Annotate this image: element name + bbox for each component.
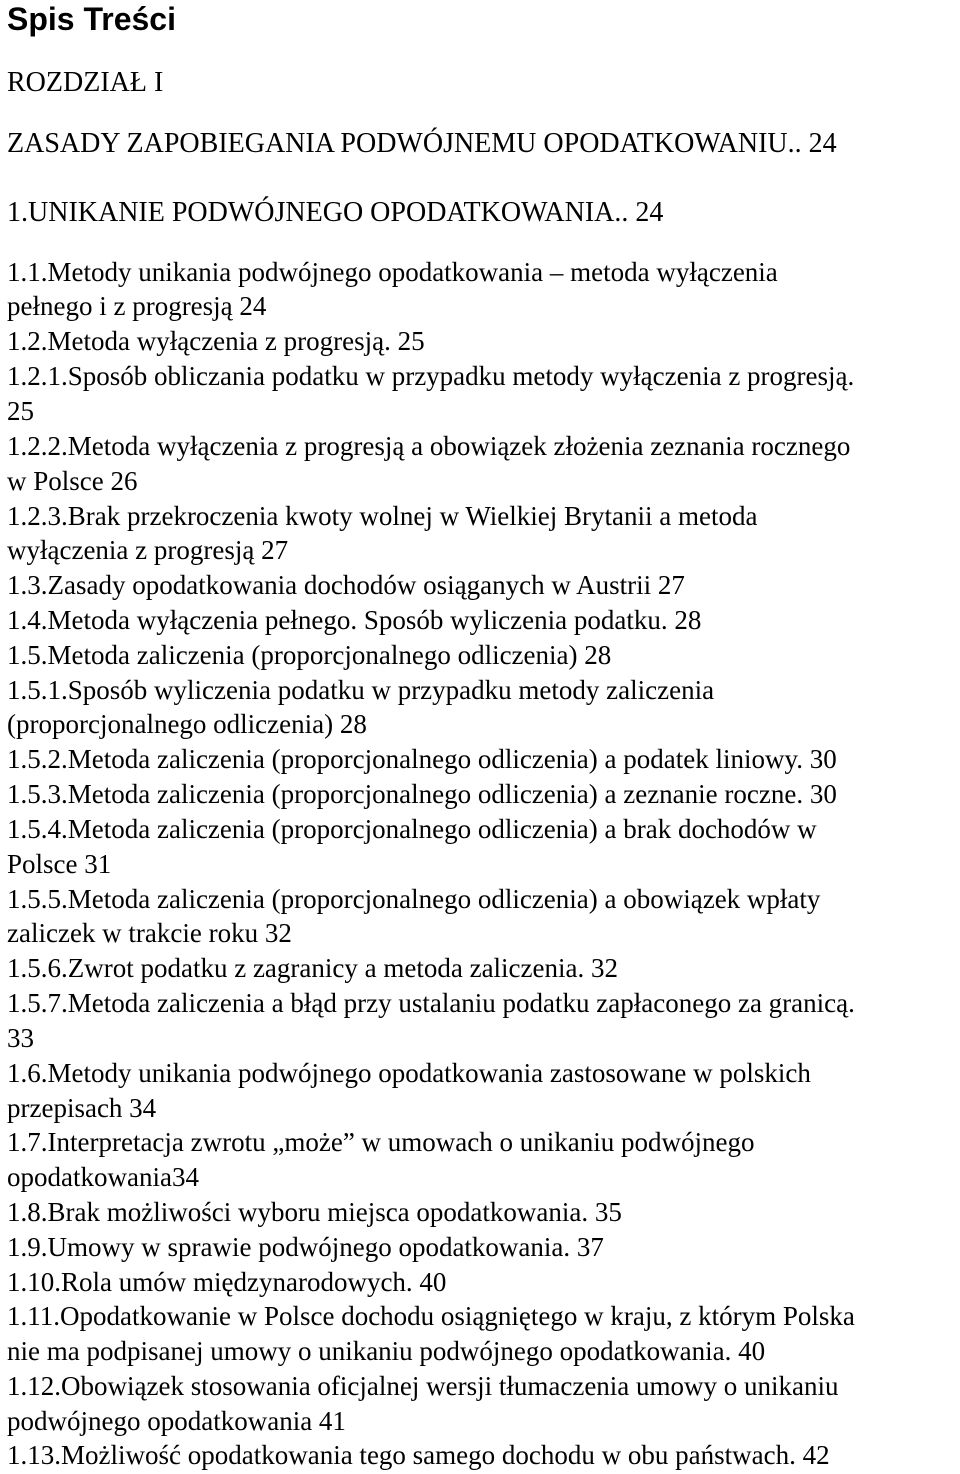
toc-title: Spis Treści	[7, 1, 176, 37]
toc-line: 1.10.Rola umów międzynarodowych. 40	[7, 1267, 447, 1297]
toc-line: (proporcjonalnego odliczenia) 28	[7, 709, 367, 739]
toc-line: 1.5.1.Sposób wyliczenia podatku w przypadku metody zaliczenia	[7, 675, 715, 705]
toc-line: 1.6.Metody unikania podwójnego opodatkowania zastosowane w polskich	[7, 1058, 811, 1088]
toc-line: 1.5.2.Metoda zaliczenia (proporcjonalnego odliczenia) a podatek liniowy. 30	[7, 744, 837, 774]
toc-line: 25	[7, 396, 34, 426]
toc-line: 1.2.1.Sposób obliczania podatku w przypadku metody wyłączenia z progresją.	[7, 361, 855, 391]
toc-line: 1.13.Możliwość opodatkowania tego samego dochodu w obu państwach. 42	[7, 1440, 830, 1470]
toc-line: pełnego i z progresją 24	[7, 291, 267, 321]
toc-line: 1.11.Opodatkowanie w Polsce dochodu osiągniętego w kraju, z którym Polska	[7, 1301, 855, 1331]
toc-line: 1.5.5.Metoda zaliczenia (proporcjonalnego odliczenia) a obowiązek wpłaty	[7, 884, 821, 914]
chapter-heading: ROZDZIAŁ I	[7, 67, 164, 98]
toc-line: 1.5.6.Zwrot podatku z zagranicy a metoda zaliczenia. 32	[7, 953, 618, 983]
toc-line: 1.3.Zasady opodatkowania dochodów osiąganych w Austrii 27	[7, 570, 685, 600]
toc-line: 1.1.Metody unikania podwójnego opodatkowania – metoda wyłączenia	[7, 257, 778, 287]
toc-line: 1.2.Metoda wyłączenia z progresją. 25	[7, 326, 425, 356]
toc-line: 1.2.2.Metoda wyłączenia z progresją a obowiązek złożenia zeznania rocznego	[7, 431, 851, 461]
toc-line: ZASADY ZAPOBIEGANIA PODWÓJNEMU OPODATKOWANIU.. 24	[7, 128, 837, 159]
toc-line: 1.4.Metoda wyłączenia pełnego. Sposób wyliczenia podatku. 28	[7, 605, 702, 635]
toc-line: Polsce 31	[7, 849, 112, 879]
toc-line: w Polsce 26	[7, 466, 138, 496]
toc-line: nie ma podpisanej umowy o unikaniu podwójnego opodatkowania. 40	[7, 1336, 766, 1366]
toc-line: 1.2.3.Brak przekroczenia kwoty wolnej w Wielkiej Brytanii a metoda	[7, 501, 758, 531]
toc-line: wyłączenia z progresją 27	[7, 535, 289, 565]
toc-line: 1.7.Interpretacja zwrotu „może” w umowach o unikaniu podwójnego	[7, 1127, 755, 1157]
toc-line: 1.5.7.Metoda zaliczenia a błąd przy ustalaniu podatku zapłaconego za granicą.	[7, 988, 855, 1018]
toc-line: 33	[7, 1023, 34, 1053]
toc-line: przepisach 34	[7, 1093, 157, 1123]
toc-line: 1.12.Obowiązek stosowania oficjalnej wersji tłumaczenia umowy o unikaniu	[7, 1371, 839, 1401]
toc-line: 1.5.3.Metoda zaliczenia (proporcjonalnego odliczenia) a zeznanie roczne. 30	[7, 779, 837, 809]
toc-line: podwójnego opodatkowania 41	[7, 1406, 346, 1436]
toc-line: opodatkowania34	[7, 1162, 199, 1192]
toc-line: 1.5.Metoda zaliczenia (proporcjonalnego odliczenia) 28	[7, 640, 612, 670]
toc-line: zaliczek w trakcie roku 32	[7, 918, 292, 948]
toc-line: 1.9.Umowy w sprawie podwójnego opodatkowania. 37	[7, 1232, 604, 1262]
toc-line: 1.8.Brak możliwości wyboru miejsca opodatkowania. 35	[7, 1197, 622, 1227]
toc-line: 1.UNIKANIE PODWÓJNEGO OPODATKOWANIA.. 24	[7, 197, 664, 228]
toc-line: 1.5.4.Metoda zaliczenia (proporcjonalnego odliczenia) a brak dochodów w	[7, 814, 817, 844]
